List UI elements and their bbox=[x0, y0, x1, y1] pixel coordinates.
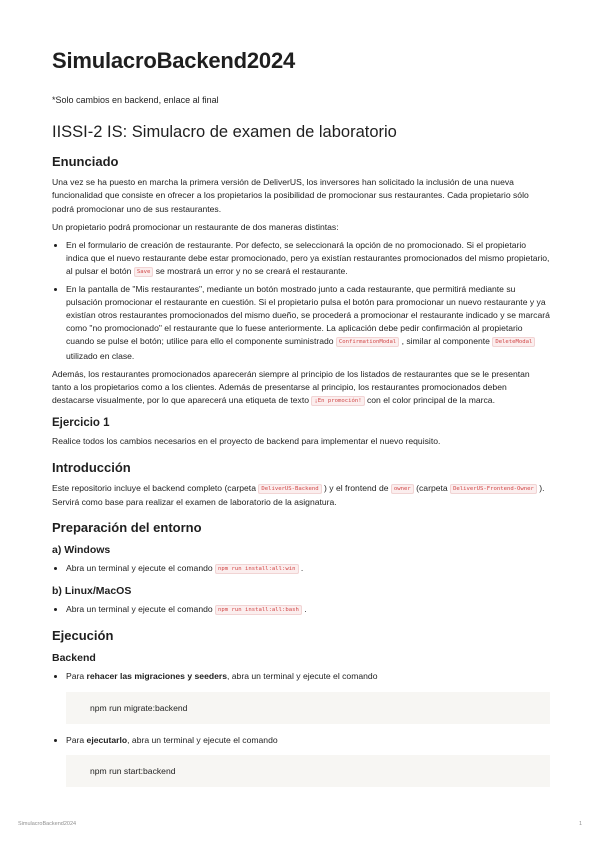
introduccion-heading: Introducción bbox=[52, 459, 131, 475]
code-install-win: npm run install:all:win bbox=[215, 564, 298, 574]
enunciado-list bbox=[52, 239, 550, 363]
list-item: • Para rehacer las migraciones y seeders, abra un terminal y ejecute el comando npm run migrate:backend bbox=[66, 670, 550, 723]
note-text: *Solo cambios en backend, enlace al final bbox=[52, 95, 219, 105]
page-number: 1 bbox=[578, 821, 582, 827]
page-footer bbox=[18, 821, 582, 827]
ejercicio-text: Realice todos los cambios necesarios en el proyecto de backend para implementar el nuevo requisito. bbox=[52, 436, 441, 447]
ejecucion-heading: Ejecución bbox=[52, 628, 114, 644]
linux-heading: b) Linux/MacOS bbox=[52, 585, 132, 598]
list-item: • Para ejecutarlo, abra un terminal y ejecute el comando npm run start:backend bbox=[66, 734, 550, 787]
list-item: • En la pantalla de "Mis restaurantes", mediante un botón mostrado junto a cada restaurante, que permitirá mediante su pulsación promocionar el restaurante en cuestión. Si el propietario pulsa el botón para promocionar un nuevo restaurante y ya existían otros restaurantes promocionados del mismo dueño, se procederá a promocionar el restaurante indicado y se marcará como "no promocionado" el restaurante que lo fuese anteriormente. La aplicación debe pedir confirmación al propietario cuando se pulse el botón; utilice para ello el componente suministrado ConfirmationModal , similar al componente DeleteModal utilizado en clase. bbox=[66, 283, 550, 363]
code-frontend-folder: DeliverUS-Frontend-Owner bbox=[450, 484, 537, 494]
code-install-bash: npm run install:all:bash bbox=[215, 605, 302, 615]
enunciado-paragraph-2: Un propietario podrá promocionar un restaurante de dos maneras distintas: bbox=[52, 221, 339, 232]
code-block-start: npm run start:backend bbox=[66, 755, 550, 787]
document-title: SimulacroBackend2024 bbox=[52, 48, 296, 73]
document-page bbox=[52, 48, 550, 797]
code-backend-folder: DeliverUS-Backend bbox=[258, 484, 321, 494]
linux-list bbox=[52, 603, 550, 617]
code-save: Save bbox=[134, 267, 153, 277]
code-delete-modal: DeleteModal bbox=[492, 337, 535, 347]
code-block-migrate: npm run migrate:backend bbox=[66, 692, 550, 724]
windows-list bbox=[52, 562, 550, 576]
introduccion-text: Este repositorio incluye el backend completo (carpeta DeliverUS-Backend ) y el frontend de owner (carpeta DeliverUS-Frontend-Owner ). Servirá como base para realizar el examen de laboratorio de la asignatura. bbox=[52, 482, 545, 507]
backend-heading: Backend bbox=[52, 652, 96, 665]
preparacion-heading: Preparación del entorno bbox=[52, 520, 202, 536]
enunciado-heading: Enunciado bbox=[52, 154, 119, 170]
code-confirmation-modal: ConfirmationModal bbox=[336, 337, 399, 347]
enunciado-paragraph-3: Además, los restaurantes promocionados aparecerán siempre al principio de los listados de restaurantes que se le presentan tanto a los propietarios como a los clientes. Además de presentarse al principio, los restaurantes promocionados deben destacarse visualmente, por lo que aparecerá una etiqueta de texto ¡En promoción! con el color principal de la marca. bbox=[52, 368, 530, 406]
footer-title: SimulacroBackend2024 bbox=[18, 821, 77, 827]
list-item: • Abra un terminal y ejecute el comando npm run install:all:bash . bbox=[66, 603, 550, 617]
code-en-promocion: ¡En promoción! bbox=[311, 396, 364, 406]
list-item: • En el formulario de creación de restaurante. Por defecto, se seleccionará la opción de no promocionado. Si el propietario indica que el nuevo restaurante debe estar promocionado, pero ya existían restaurantes promocionados del mismo propietario, al pulsar el botón Save se mostrará un error y no se creará el restaurante. bbox=[66, 239, 550, 280]
enunciado-paragraph-1: Una vez se ha puesto en marcha la primera versión de DeliverUS, los inversores han solicitado la inclusión de una nueva funcionalidad que consiste en ofrecer a los propietarios la posibilidad de promocionar sus restaurantes. Cada propietario sólo podrá promocionar uno de sus restaurantes. bbox=[52, 177, 529, 214]
ejercicio-heading: Ejercicio 1 bbox=[52, 417, 110, 430]
list-item: • Abra un terminal y ejecute el comando npm run install:all:win . bbox=[66, 562, 550, 576]
main-heading: IISSI-2 IS: Simulacro de examen de laboratorio bbox=[52, 123, 397, 142]
windows-heading: a) Windows bbox=[52, 544, 111, 557]
backend-list bbox=[52, 670, 550, 786]
code-owner: owner bbox=[391, 484, 414, 494]
